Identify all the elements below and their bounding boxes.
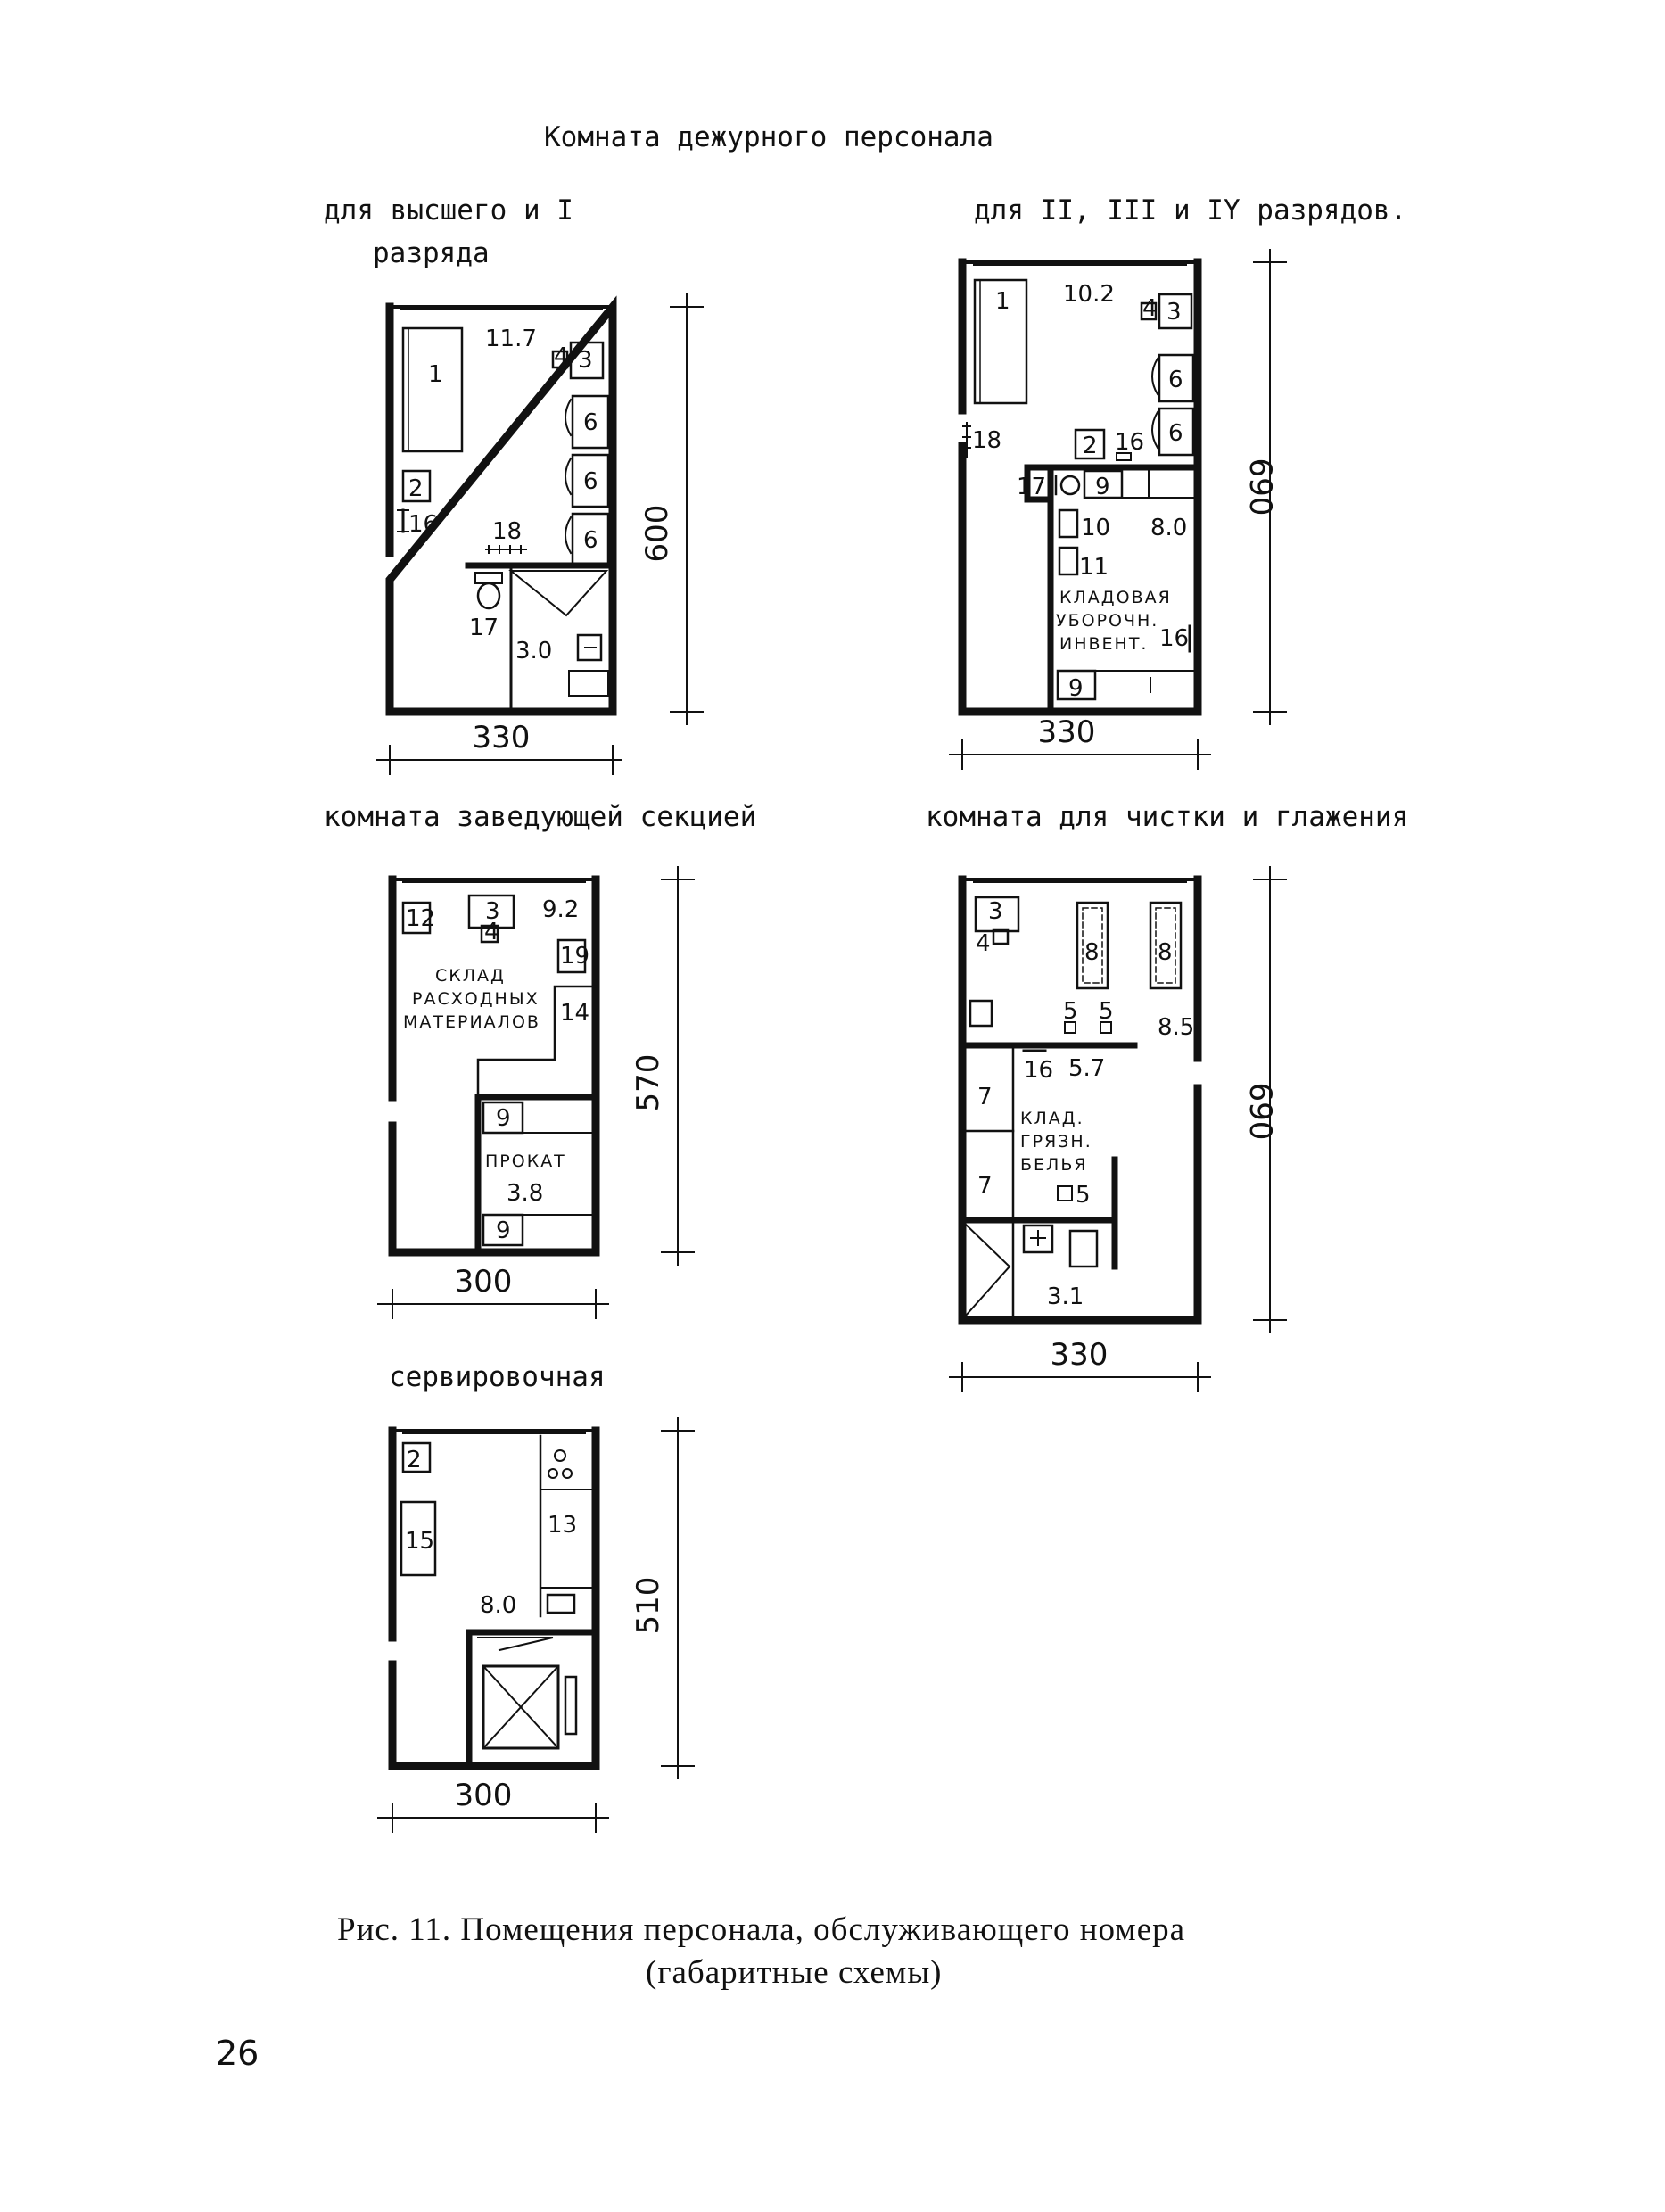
dim-height: 510: [631, 1576, 666, 1635]
item-label: 16: [408, 511, 439, 538]
item-label: 16: [1024, 1057, 1054, 1084]
item-label: 2: [1083, 433, 1098, 459]
item-label: 5: [1076, 1182, 1091, 1209]
item-label: 6: [583, 409, 598, 436]
item-label: 2: [407, 1447, 422, 1473]
area-duty-high-main: 11.7: [485, 326, 537, 352]
linen-label-line: КЛАД.: [1020, 1109, 1084, 1128]
item-label: 16: [1159, 625, 1190, 652]
plan-heading-duty-low: для II, III и IY разрядов.: [974, 194, 1407, 227]
item-label: 4: [976, 930, 991, 957]
store-label-line: УБОРОЧН.: [1056, 611, 1159, 631]
item-label: 1: [995, 288, 1010, 315]
item-label: 4: [484, 919, 499, 945]
item-label: 15: [405, 1528, 435, 1555]
area-duty-low-store: 8.0: [1150, 515, 1188, 541]
item-label: 4: [554, 343, 569, 370]
item-label: 16: [1115, 429, 1145, 456]
item-label: 9: [1095, 474, 1110, 500]
item-label: 9: [1068, 675, 1084, 702]
item-label: 19: [560, 943, 590, 970]
area-ironing-main: 8.5: [1158, 1014, 1195, 1041]
item-label: 8: [1158, 939, 1173, 966]
item-label: 7: [977, 1084, 993, 1110]
area-duty-high-wc: 3.0: [515, 638, 553, 664]
page-title: Комната дежурного персонала: [544, 121, 993, 153]
item-label: 6: [583, 527, 598, 554]
plan-heading-duty-high-line2: разряда: [373, 237, 490, 269]
store-label-line: МАТЕРИАЛОВ: [403, 1012, 540, 1032]
item-label: 6: [1168, 420, 1183, 447]
item-label: 9: [496, 1217, 511, 1244]
dim-width: 330: [1050, 1337, 1109, 1373]
item-label: 3: [485, 898, 500, 925]
plan-heading-duty-high-line1: для высшего и I: [324, 194, 573, 227]
plan-heading-ironing: комната для чистки и глажения: [926, 801, 1409, 833]
item-label: 13: [548, 1512, 578, 1539]
linen-label-line: ГРЯЗН.: [1020, 1132, 1092, 1151]
dim-width: 330: [472, 720, 531, 755]
dim-height: 600: [639, 504, 675, 563]
item-label: 6: [1168, 367, 1183, 393]
item-label: 11: [1079, 554, 1109, 581]
area-serving-main: 8.0: [480, 1592, 517, 1619]
item-label: 4: [1142, 295, 1158, 322]
item-label: 5: [1063, 998, 1078, 1025]
rental-label: ПРОКАТ: [485, 1151, 566, 1171]
dim-width: 300: [454, 1778, 513, 1813]
area-ironing-wc: 3.1: [1047, 1283, 1084, 1310]
item-label: 17: [469, 615, 499, 641]
area-ironing-linen: 5.7: [1068, 1055, 1106, 1082]
dim-width: 330: [1037, 714, 1096, 750]
item-label: 5: [1099, 998, 1114, 1025]
plan-heading-head-section: комната заведующей секцией: [324, 801, 757, 833]
item-label: 1: [428, 361, 443, 388]
item-label: 10: [1081, 515, 1111, 541]
dim-height: 690: [1242, 1082, 1278, 1141]
dim-height: 690: [1242, 458, 1278, 516]
dim-height: 570: [631, 1053, 666, 1112]
store-label-line: СКЛАД: [435, 966, 506, 986]
item-label: 12: [406, 905, 436, 932]
item-label: 9: [496, 1105, 511, 1132]
store-label-line: КЛАДОВАЯ: [1059, 588, 1172, 607]
store-label-line: РАСХОДНЫХ: [412, 989, 540, 1009]
area-head-main: 9.2: [542, 896, 580, 923]
linen-label-line: БЕЛЬЯ: [1020, 1155, 1088, 1175]
plan-ironing: [950, 867, 1286, 1391]
item-label: 18: [492, 518, 523, 545]
store-label-line: ИНВЕНТ.: [1059, 634, 1149, 654]
item-label: 18: [972, 427, 1002, 454]
item-label: 3: [578, 347, 593, 374]
area-duty-low-main: 10.2: [1063, 281, 1115, 308]
item-label: 14: [560, 1000, 590, 1027]
item-label: 8: [1084, 939, 1100, 966]
item-label: 3: [1166, 299, 1182, 326]
figure-caption-line1: Рис. 11. Помещения персонала, обслуживающего номера: [337, 1911, 1186, 1948]
item-label: 6: [583, 468, 598, 495]
plan-duty-low: [950, 250, 1286, 769]
item-label: 3: [988, 898, 1003, 925]
item-label: 2: [408, 475, 424, 502]
page-number: 26: [216, 2034, 260, 2073]
item-label: 7: [977, 1173, 993, 1200]
area-head-rental: 3.8: [507, 1180, 544, 1207]
dim-width: 300: [454, 1264, 513, 1300]
item-label: 17: [1017, 474, 1047, 500]
figure-caption-line2: (габаритные схемы): [646, 1954, 943, 1991]
plan-heading-serving: сервировочная: [389, 1361, 606, 1393]
